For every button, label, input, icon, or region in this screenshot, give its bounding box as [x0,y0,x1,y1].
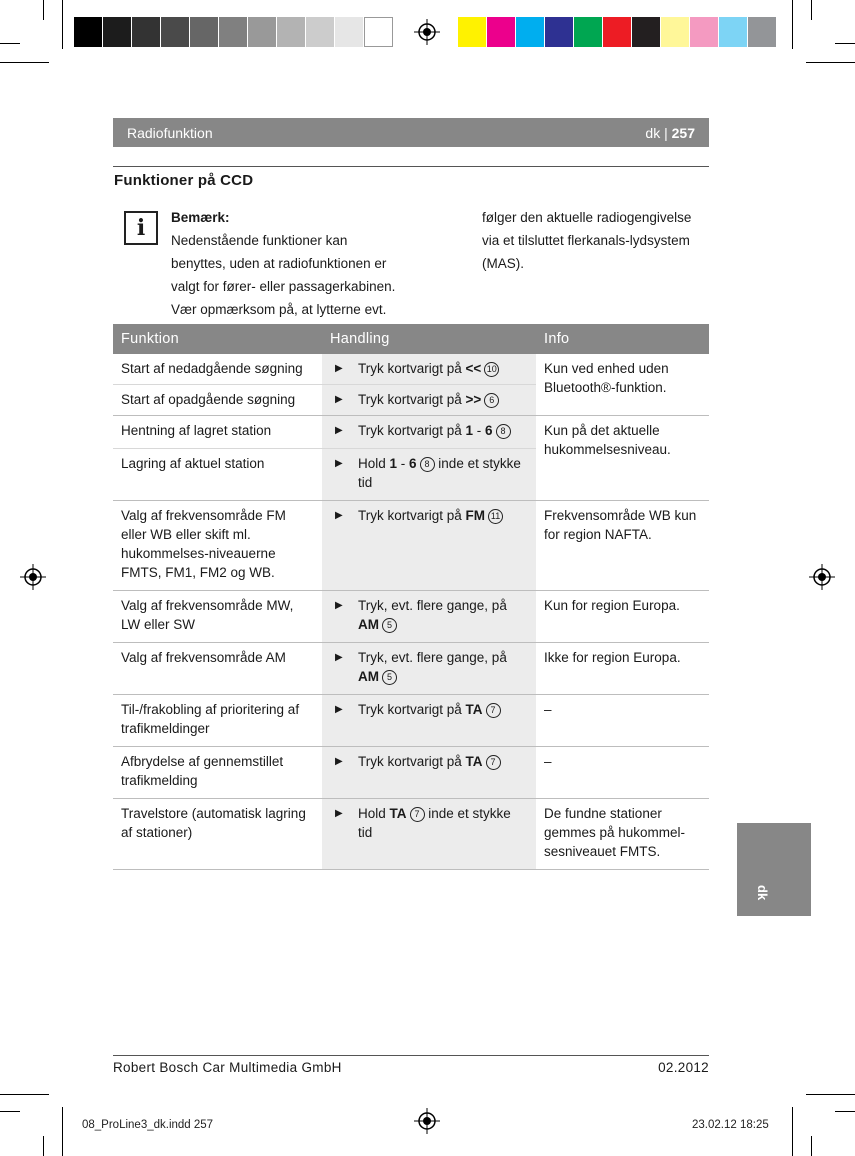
grayscale-bar [74,17,393,47]
table-row [113,354,709,385]
crop-mark [806,62,855,63]
title-divider [113,166,709,167]
table-row [113,591,709,643]
action-text: Tryk, evt. flere gange, på [358,650,507,665]
crop-mark [0,1111,20,1112]
callout-number: 7 [486,755,501,770]
action-text: Tryk kortvarigt på [358,508,466,523]
slug-timestamp: 23.02.12 18:25 [692,1119,769,1131]
action-text: inde et stykke tid [358,456,521,490]
action-text: Tryk, evt. flere gange, på [358,598,507,613]
gray-swatch [161,17,190,47]
crop-mark [811,0,812,20]
action-text: inde et stykke tid [358,806,511,840]
registration-mark-icon [20,564,46,590]
info-cell: Ikke for region Europa. [536,643,709,695]
action-cell [322,695,536,747]
gray-swatch [277,17,306,47]
crop-mark [43,0,44,20]
page-number: 257 [671,124,695,141]
info-cell: – [536,747,709,799]
arrow-right-icon: ▶ [335,652,343,663]
action-text: Tryk kortvarigt på [358,702,466,717]
crop-mark [0,1094,49,1095]
color-swatch [516,17,545,47]
action-cell [322,385,536,416]
language-code: dk [645,124,661,141]
callout-number: 11 [488,509,503,524]
action-cell [322,449,536,501]
color-swatch [748,17,777,47]
action-text: Hold [358,806,390,821]
table-row [113,695,709,747]
info-cell: Kun på det aktuelle hukommelsesniveau. [536,416,709,501]
info-cell: – [536,695,709,747]
arrow-right-icon: ▶ [335,425,343,436]
crop-mark [792,0,793,49]
arrow-right-icon: ▶ [335,756,343,767]
color-swatch [458,17,487,47]
process-color-bar [458,17,777,47]
action-text: - [473,423,486,438]
function-cell: Travelstore (automatisk lagring af stationer) [113,799,322,870]
table-row [113,643,709,695]
arrow-right-icon: ▶ [335,363,343,374]
gray-swatch [306,17,335,47]
callout-number: 7 [410,807,425,822]
crop-mark [806,1094,855,1095]
note-text [171,206,403,321]
action-cell [322,643,536,695]
key-label: TA [465,754,483,769]
action-text: Tryk kortvarigt på [358,392,466,407]
key-label: << [465,361,482,376]
footer-divider [113,1055,709,1056]
running-header [113,118,709,147]
info-cell: Frekvensområde WB kun for region NAFTA. [536,501,709,591]
footer-company: Robert Bosch Car Multimedia GmbH [113,1060,342,1075]
gray-swatch [103,17,132,47]
registration-mark-icon [414,1108,440,1134]
arrow-right-icon: ▶ [335,394,343,405]
callout-number: 6 [484,393,499,408]
gray-swatch [335,17,364,47]
function-cell: Valg af frekvensområde FM eller WB eller skift ml. hukommelses-niveauerne FMTS, FM1, FM2 og WB. [113,501,322,591]
gray-swatch [132,17,161,47]
crop-mark [0,62,49,63]
callout-number: 10 [484,362,499,377]
table-header-row [113,324,709,354]
table-row [113,747,709,799]
function-cell: Lagring af aktuel station [113,449,322,501]
key-label: AM [358,669,379,684]
action-cell [322,591,536,643]
table-row [113,416,709,449]
color-swatch [690,17,719,47]
crop-mark [792,1107,793,1156]
key-label: TA [389,806,407,821]
function-cell: Til-/frakobling af prioritering af trafikmeldinger [113,695,322,747]
slug-file: 08_ProLine3_dk.indd 257 [82,1119,214,1131]
function-cell: Valg af frekvensområde AM [113,643,322,695]
table-row [113,799,709,870]
section-name: Radiofunktion [127,124,213,141]
action-cell [322,501,536,591]
key-label: >> [465,392,482,407]
info-cell: De fundne stationer gemmes på hukommel-sesniveauet FMTS. [536,799,709,870]
page-title: Funktioner på CCD [114,172,254,189]
gray-swatch [219,17,248,47]
callout-number: 5 [382,670,397,685]
table-row [113,501,709,591]
crop-mark [43,1136,44,1156]
key-label: 1 [389,456,398,471]
key-label: AM [358,617,379,632]
crop-mark [62,0,63,49]
action-text: Tryk kortvarigt på [358,423,466,438]
action-text: - [397,456,410,471]
arrow-right-icon: ▶ [335,600,343,611]
registration-mark-icon [414,19,440,45]
crop-mark [0,43,20,44]
crop-mark [811,1136,812,1156]
page-number-label: dk | 257 [645,124,695,141]
gray-swatch [248,17,277,47]
callout-number: 5 [382,618,397,633]
color-swatch [632,17,661,47]
column-header-info: Info [536,324,709,354]
key-label: 1 [465,423,474,438]
note-heading: Bemærk: [171,210,230,225]
function-cell: Hentning af lagret station [113,416,322,449]
action-cell [322,354,536,385]
callout-number: 8 [496,424,511,439]
note-body: Nedenstående funktioner kan benyttes, uden at radiofunktionen er valgt for fører- eller passagerkabinen. Vær opmærksom på, at lytterne evt. [171,233,396,317]
side-tab-label: dk [755,885,770,901]
color-swatch [603,17,632,47]
arrow-right-icon: ▶ [335,458,343,469]
action-text: Tryk kortvarigt på [358,361,466,376]
gray-swatch [190,17,219,47]
footer-date: 02.2012 [658,1060,709,1075]
crop-mark [835,1111,855,1112]
action-text: Tryk kortvarigt på [358,754,466,769]
note-body-continued: følger den aktuelle radiogengivelse via et tilsluttet flerkanals-lydsystem (MAS). [482,210,692,271]
language-side-tab [737,823,811,916]
gray-swatch [364,17,393,47]
action-text: Hold [358,456,390,471]
function-cell: Afbrydelse af gennemstillet trafikmelding [113,747,322,799]
color-swatch [661,17,690,47]
function-cell: Start af nedadgående søgning [113,354,322,385]
crop-mark [62,1107,63,1156]
info-icon: i [124,211,158,245]
function-cell: Valg af frekvensområde MW, LW eller SW [113,591,322,643]
registration-mark-icon [809,564,835,590]
column-header-function: Funktion [113,324,322,354]
key-label: 6 [409,456,417,471]
key-label: 6 [485,423,493,438]
crop-mark [835,43,855,44]
callout-number: 8 [420,457,435,472]
callout-number: 7 [486,703,501,718]
color-swatch [719,17,748,47]
action-cell [322,799,536,870]
info-cell: Kun ved enhed uden Bluetooth®-funktion. [536,354,709,416]
gray-swatch [74,17,103,47]
info-cell: Kun for region Europa. [536,591,709,643]
arrow-right-icon: ▶ [335,510,343,521]
arrow-right-icon: ▶ [335,808,343,819]
key-label: TA [465,702,483,717]
color-swatch [574,17,603,47]
action-cell [322,747,536,799]
arrow-right-icon: ▶ [335,704,343,715]
function-cell: Start af opadgående søgning [113,385,322,416]
function-table [113,324,709,870]
key-label: FM [465,508,486,523]
color-swatch [545,17,574,47]
column-header-action: Handling [322,324,536,354]
action-cell [322,416,536,449]
color-swatch [487,17,516,47]
